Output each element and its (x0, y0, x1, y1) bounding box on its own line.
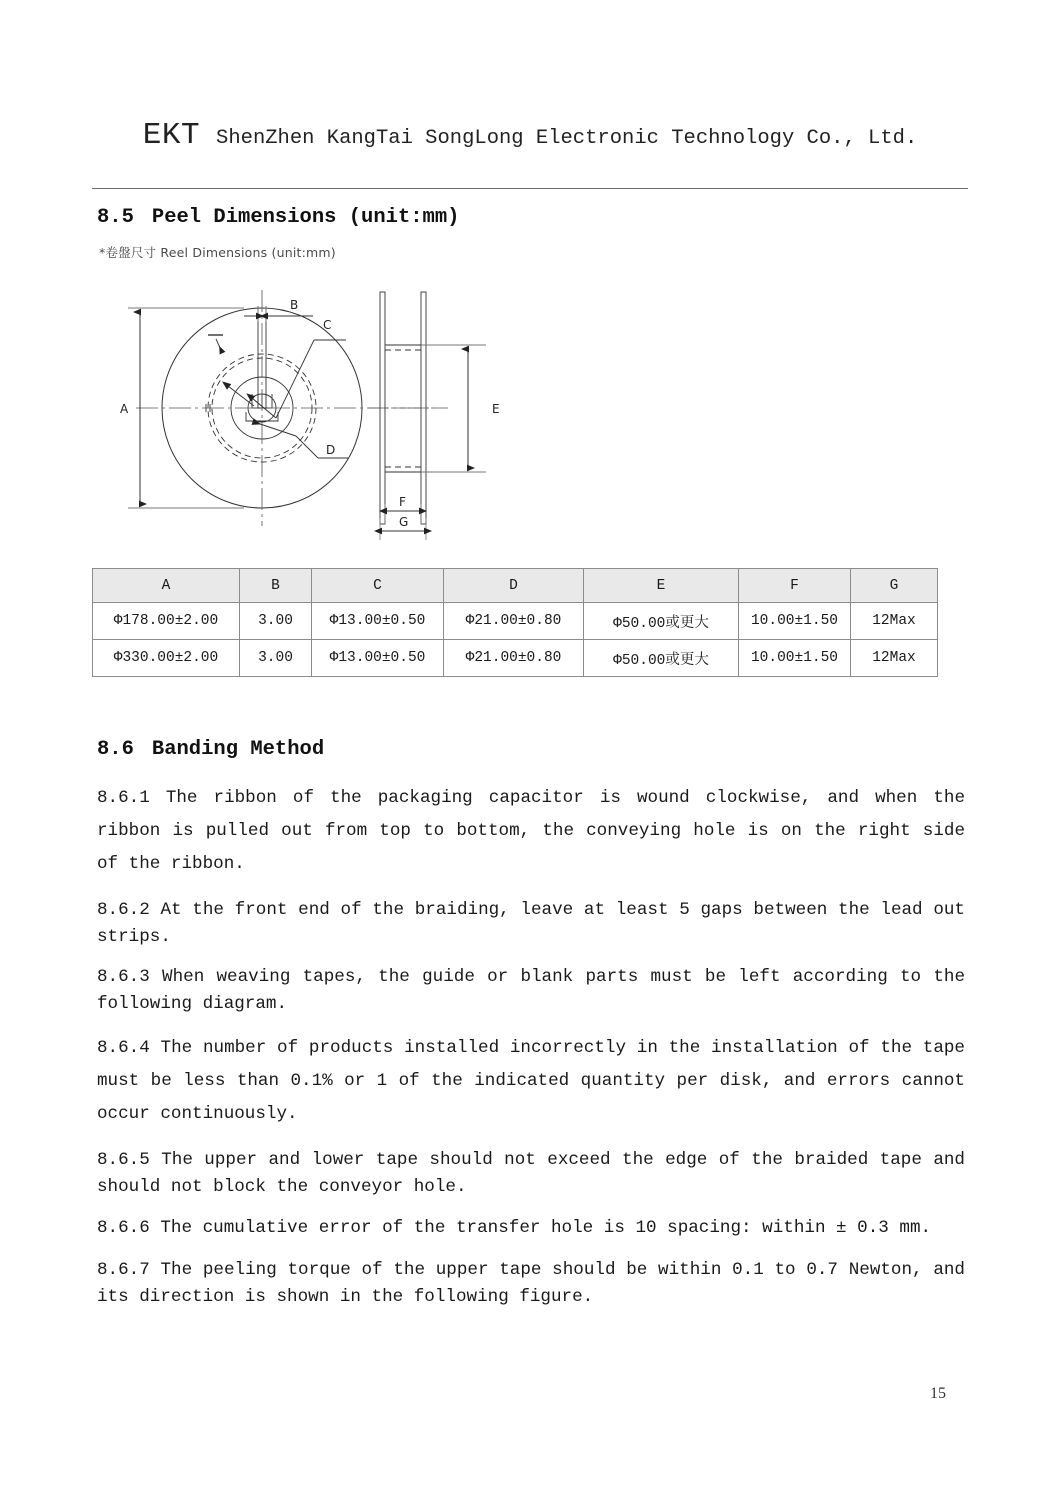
diagram-label-e: E (492, 402, 500, 416)
figure-caption: *卷盤尺寸 Reel Dimensions (unit:mm) (99, 245, 336, 260)
paragraph-8-6-2: 8.6.2 At the front end of the braiding, leave at least 5 gaps between the lead out strips. (97, 900, 965, 947)
diagram-label-g: G (399, 515, 409, 529)
section-heading-peel-dimensions (97, 206, 459, 229)
section-number: 8.5 (97, 206, 134, 229)
cell-f: 10.00±1.50 (739, 603, 851, 640)
diagram-label-d: D (326, 443, 336, 457)
column-header-g: G (851, 569, 938, 603)
company-logo-text: EKT (142, 118, 201, 153)
paragraph-8-6-6: 8.6.6 The cumulative error of the transfer hole is 10 spacing: within ± 0.3 mm. (97, 1218, 932, 1238)
diagram-label-f: F (399, 495, 406, 509)
header-divider (92, 188, 968, 189)
section-title: Peel Dimensions (unit:mm) (151, 206, 460, 229)
cell-d: Φ21.00±0.80 (444, 640, 584, 677)
cell-a: Φ178.00±2.00 (93, 603, 240, 640)
table-row (93, 603, 938, 640)
cell-g: 12Max (851, 603, 938, 640)
cell-b: 3.00 (240, 640, 312, 677)
cell-b: 3.00 (240, 603, 312, 640)
column-header-d: D (444, 569, 584, 603)
page-number: 15 (930, 1385, 946, 1402)
column-header-a: A (93, 569, 240, 603)
cell-f: 10.00±1.50 (739, 640, 851, 677)
section-number: 8.6 (97, 738, 134, 761)
diagram-label-b: B (290, 298, 299, 312)
column-header-f: F (739, 569, 851, 603)
paragraph-8-6-4: 8.6.4 The number of products installed incorrectly in the installation of the tape must be less than 0.1% or 1 of the indicated quantity per disk, and errors cannot occur continuously. (97, 1038, 965, 1124)
paragraph-8-6-5: 8.6.5 The upper and lower tape should not exceed the edge of the braided tape and should not block the conveyor hole. (97, 1150, 965, 1197)
cell-c: Φ13.00±0.50 (312, 640, 444, 677)
cell-c: Φ13.00±0.50 (312, 603, 444, 640)
cell-a: Φ330.00±2.00 (93, 640, 240, 677)
reel-dimension-diagram (118, 272, 518, 547)
column-header-c: C (312, 569, 444, 603)
cell-e: Φ50.00或更大 (584, 640, 739, 677)
paragraph-8-6-7: 8.6.7 The peeling torque of the upper tape should be within 0.1 to 0.7 Newton, and its direction is shown in the following figure. (97, 1260, 965, 1307)
diagram-label-a: A (120, 402, 129, 416)
table-header-row (93, 569, 938, 603)
company-name: ShenZhen KangTai SongLong Electronic Technology Co., Ltd. (216, 127, 918, 150)
table-row (93, 640, 938, 677)
cell-d: Φ21.00±0.80 (444, 603, 584, 640)
document-header (92, 118, 968, 153)
paragraph-8-6-1: 8.6.1 The ribbon of the packaging capacitor is wound clockwise, and when the ribbon is pulled out from top to bottom, the conveying hole is on the right side of the ribbon. (97, 788, 965, 874)
section-title: Banding Method (151, 738, 325, 761)
cell-e: Φ50.00或更大 (584, 603, 739, 640)
section-heading-banding-method (97, 738, 324, 761)
cell-g: 12Max (851, 640, 938, 677)
column-header-b: B (240, 569, 312, 603)
paragraph-8-6-3: 8.6.3 When weaving tapes, the guide or blank parts must be left according to the following diagram. (97, 967, 965, 1014)
reel-dimensions-table (92, 568, 938, 677)
diagram-label-c: C (323, 318, 332, 332)
column-header-e: E (584, 569, 739, 603)
